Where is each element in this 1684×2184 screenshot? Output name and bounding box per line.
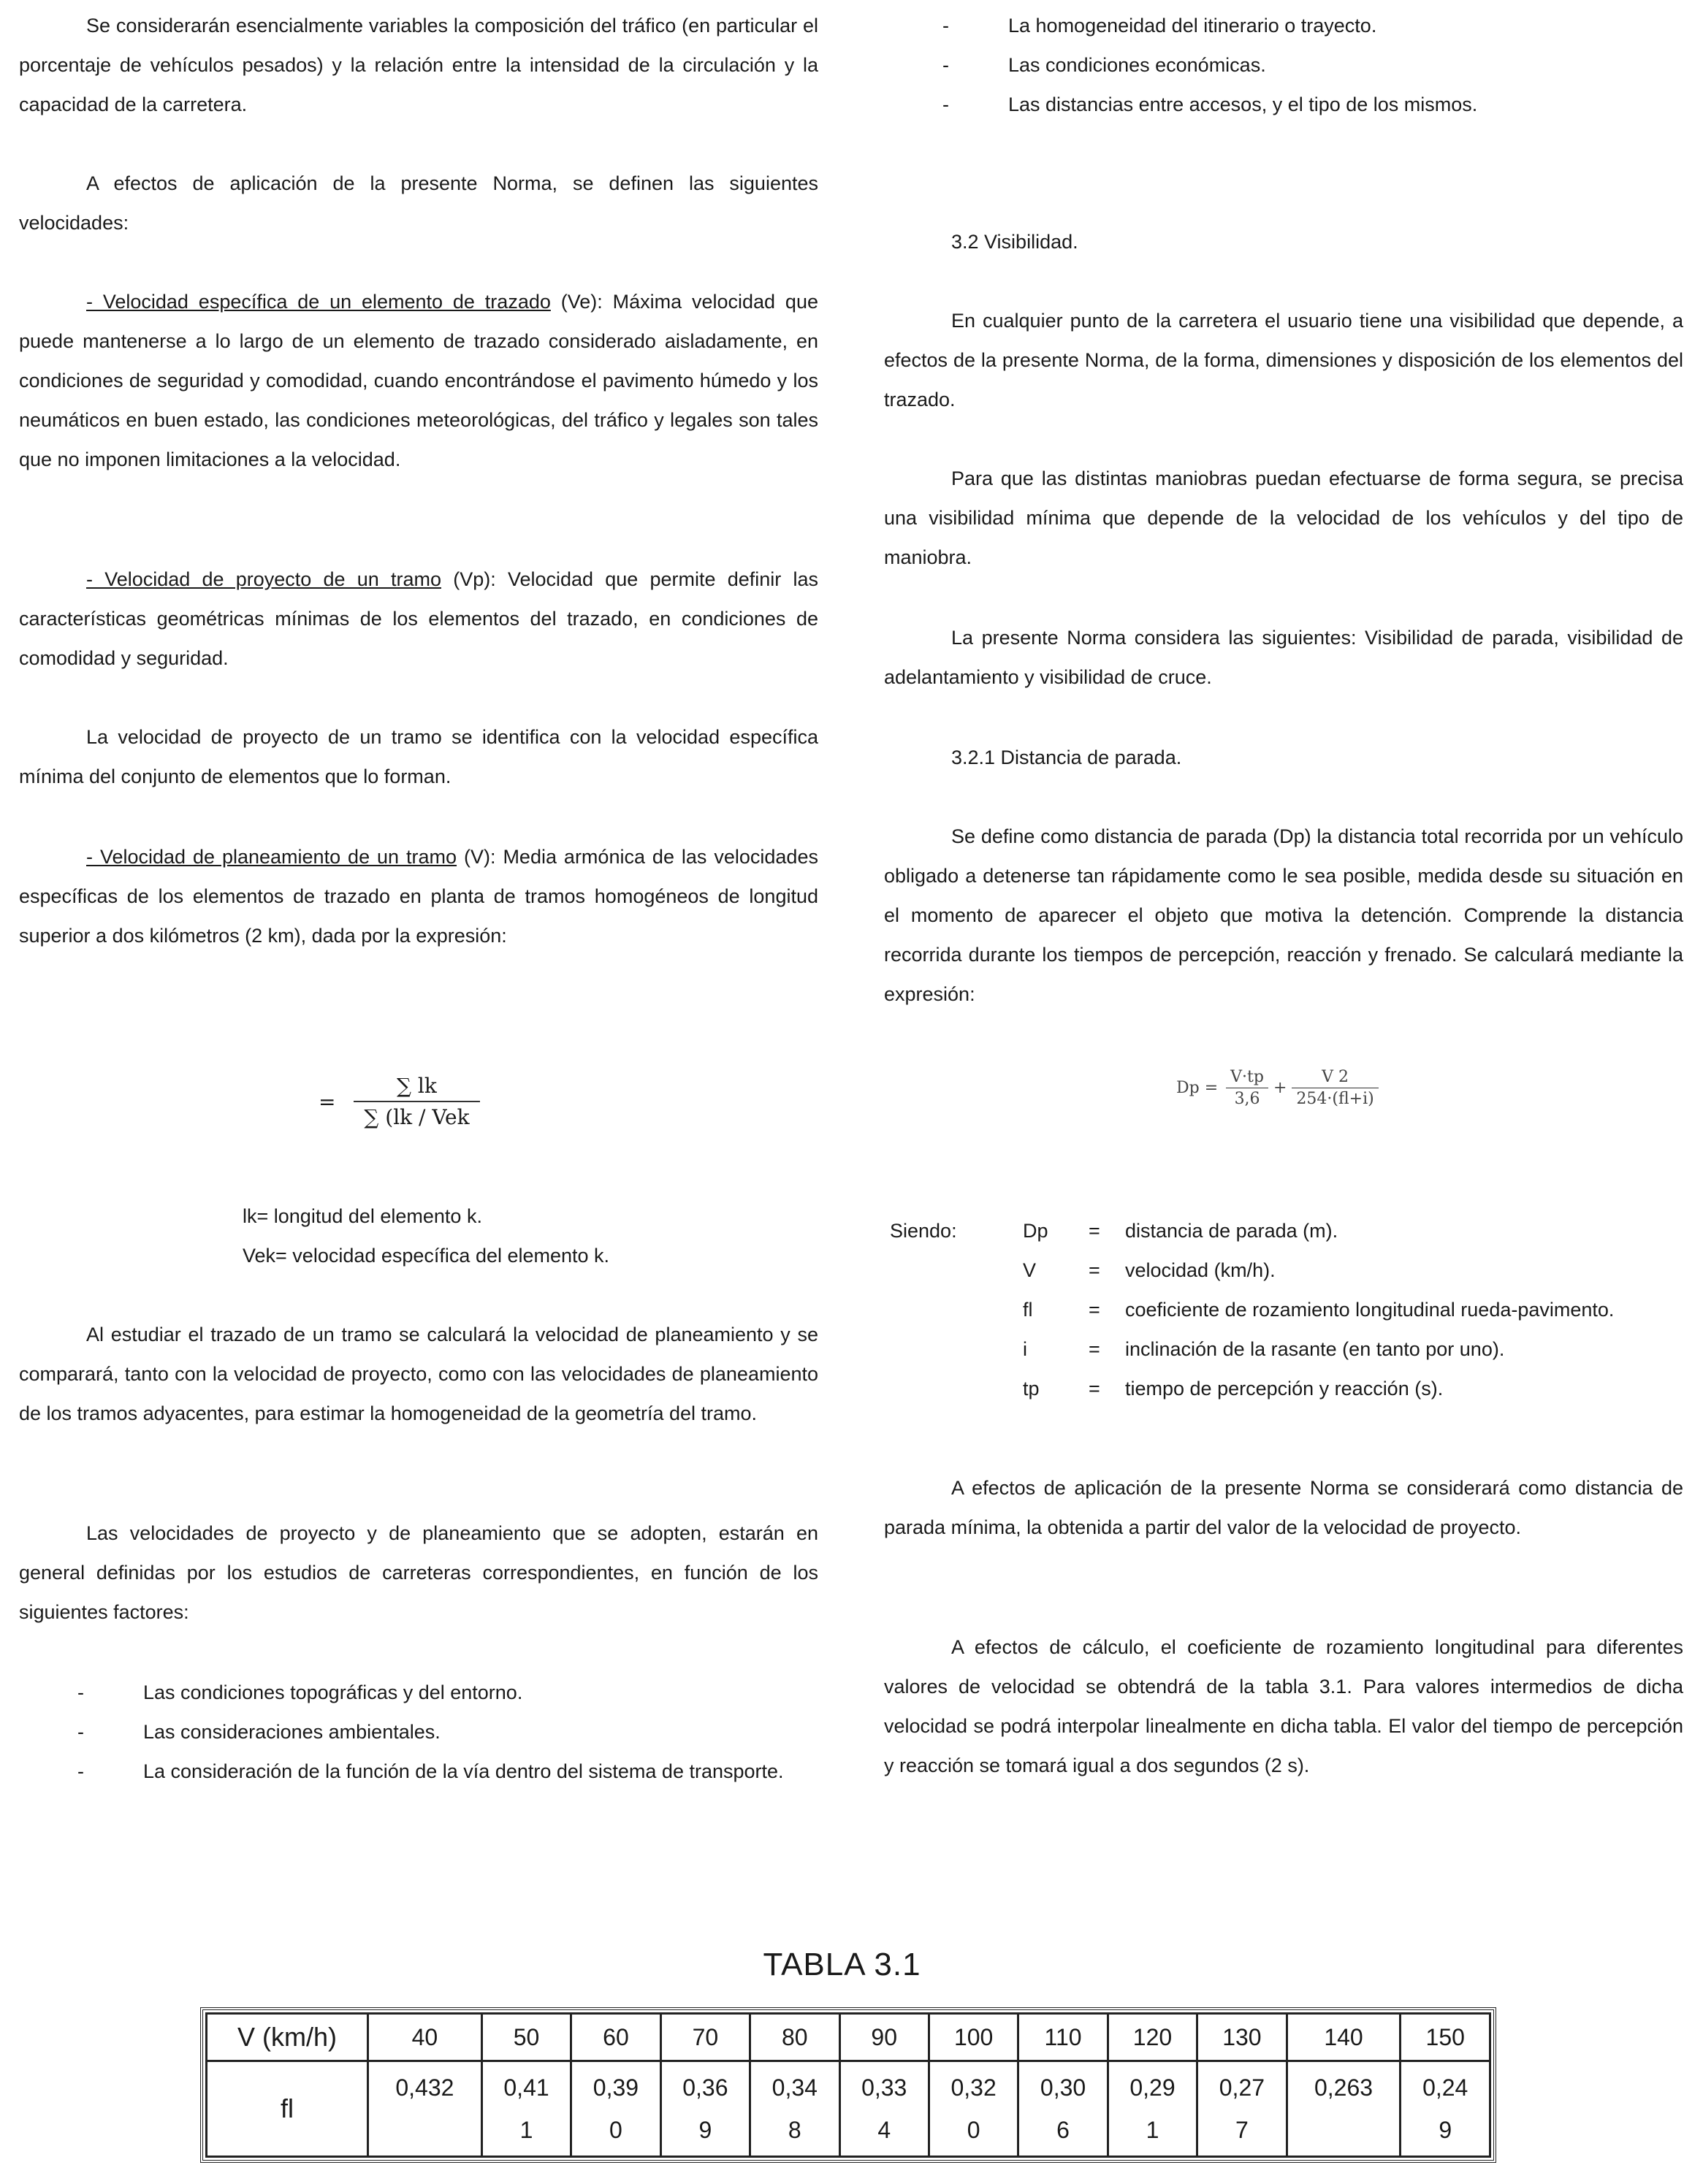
speed-cell: 120 bbox=[1108, 2014, 1197, 2061]
list-item: - Las consideraciones ambientales. bbox=[19, 1712, 818, 1752]
coef-part: 7 bbox=[1235, 2117, 1249, 2143]
speed-cell: 110 bbox=[1018, 2014, 1108, 2061]
symbol: (Ve): bbox=[560, 291, 603, 313]
definition-row bbox=[1023, 1329, 1684, 1369]
speed-cell: 70 bbox=[660, 2014, 750, 2061]
definition-planning-speed bbox=[19, 837, 818, 955]
row-header-coefficient: fl bbox=[207, 2061, 368, 2157]
coefficient-cell bbox=[1197, 2061, 1287, 2157]
def-equals: = bbox=[1089, 1220, 1100, 1242]
coef-part: 0 bbox=[967, 2117, 980, 2143]
coefficient-cell bbox=[750, 2061, 839, 2157]
formula-denominator-1: 3,6 bbox=[1234, 1090, 1260, 1108]
section-heading-3-2: 3.2 Visibilidad. bbox=[951, 231, 1078, 253]
coef-part: 8 bbox=[788, 2117, 801, 2143]
def-text: tiempo de percepción y reacción (s). bbox=[1125, 1378, 1444, 1400]
paragraph: Para que las distintas maniobras puedan efectuarse de forma segura, se precisa una visibilidad mínima que depende de la velocidad de los vehículos y del tipo de maniobra. bbox=[884, 467, 1683, 568]
coefficient-cell bbox=[1287, 2061, 1401, 2157]
speed-cell: 140 bbox=[1287, 2014, 1401, 2061]
table-row-speed bbox=[207, 2014, 1490, 2061]
speed-cell: 150 bbox=[1401, 2014, 1490, 2061]
coefficient-cell bbox=[368, 2061, 482, 2157]
lk-definition: lk= longitud del elemento k. bbox=[243, 1205, 482, 1227]
formula-denominator: ∑ (lk / Vek bbox=[364, 1105, 470, 1129]
def-symbol: V bbox=[1023, 1259, 1037, 1281]
definition-text: Velocidad que permite definir las características geométricas mínimas de los elementos del trazado, en condiciones de comodidad y seguridad. bbox=[19, 568, 818, 669]
formula-numerator-2: V 2 bbox=[1292, 1068, 1378, 1088]
paragraph: Las velocidades de proyecto y de planeamiento que se adopten, estarán en general definidas por los estudios de carreteras correspondientes, en función de los siguientes factores: bbox=[19, 1522, 818, 1623]
paragraph: A efectos de aplicación de la presente Norma se considerará como distancia de parada mínima, la obtenida a partir del valor de la velocidad de proyecto. bbox=[884, 1477, 1683, 1538]
definition-project-speed bbox=[19, 560, 818, 678]
def-symbol: tp bbox=[1023, 1378, 1040, 1400]
paragraph: Se define como distancia de parada (Dp) la distancia total recorrida por un vehículo obligado a detenerse tan rápidamente como le sea posible, medida desde su situación en el momento de aparecer el objeto que motiva la detención. Comprende la distancia recorrida durante los tiempos de percepción, reacción y frenado. Se calculará mediante la expresión: bbox=[884, 825, 1683, 1005]
formula-numerator: ∑ lk bbox=[354, 1074, 479, 1102]
def-text: inclinación de la rasante (en tanto por uno). bbox=[1125, 1338, 1505, 1360]
def-text: velocidad (km/h). bbox=[1125, 1259, 1276, 1281]
coef-part bbox=[369, 2109, 481, 2151]
speed-cell: 50 bbox=[481, 2014, 571, 2061]
speed-cell: 90 bbox=[839, 2014, 929, 2061]
coef-part: 0,32 bbox=[950, 2074, 997, 2101]
coef-part: 9 bbox=[1439, 2117, 1452, 2143]
coefficient-cell bbox=[1401, 2061, 1490, 2157]
term: - Velocidad de planeamiento de un tramo bbox=[86, 846, 457, 868]
def-symbol: fl bbox=[1023, 1299, 1033, 1321]
speed-cell: 100 bbox=[929, 2014, 1018, 2061]
coefficient-cell bbox=[839, 2061, 929, 2157]
def-symbol: i bbox=[1023, 1338, 1027, 1360]
paragraph: Al estudiar el trazado de un tramo se calculará la velocidad de planeamiento y se comparará, tanto con la velocidad de proyecto, como con las velocidades de planeamiento de los tramos adyacentes, para estimar la homogeneidad de la geometría del tramo. bbox=[19, 1324, 818, 1424]
coef-part: 0,27 bbox=[1219, 2074, 1265, 2101]
coef-part: 0,36 bbox=[682, 2074, 728, 2101]
coef-part: 0,263 bbox=[1314, 2074, 1374, 2101]
paragraph: A efectos de aplicación de la presente Norma, se definen las siguientes velocidades: bbox=[19, 172, 818, 234]
coefficient-cell bbox=[571, 2061, 660, 2157]
friction-table bbox=[200, 2007, 1496, 2163]
coef-part: 0,432 bbox=[395, 2074, 454, 2101]
vek-definition: Vek= velocidad específica del elemento k. bbox=[243, 1245, 610, 1267]
coef-part: 0,33 bbox=[861, 2074, 907, 2101]
coefficient-cell bbox=[929, 2061, 1018, 2157]
coefficient-cell bbox=[1018, 2061, 1108, 2157]
definition-row bbox=[1023, 1211, 1684, 1251]
def-equals: = bbox=[1089, 1338, 1100, 1360]
coef-part: 1 bbox=[519, 2117, 533, 2143]
paragraph: La velocidad de proyecto de un tramo se identifica con la velocidad específica mínima del conjunto de elementos que lo forman. bbox=[19, 726, 818, 787]
formula-lhs: Dp = bbox=[1176, 1079, 1219, 1097]
speed-cell: 130 bbox=[1197, 2014, 1287, 2061]
coef-part: 0,39 bbox=[593, 2074, 639, 2101]
symbol: (V): bbox=[463, 846, 496, 868]
coefficient-cell bbox=[660, 2061, 750, 2157]
paragraph: La presente Norma considera las siguientes: Visibilidad de parada, visibilidad de adelantamiento y visibilidad de cruce. bbox=[884, 627, 1683, 688]
formula-legend bbox=[243, 1196, 609, 1275]
definition-specific-speed bbox=[19, 282, 818, 479]
paragraph: Se considerarán esencialmente variables la composición del tráfico (en particular el porcentaje de vehículos pesados) y la relación entre la intensidad de la circulación y la capacidad de la carretera. bbox=[19, 15, 818, 115]
list-item: - Las condiciones económicas. bbox=[884, 45, 1683, 85]
definition-text: Máxima velocidad que puede mantenerse a lo largo de un elemento de trazado considerado aisladamente, en condiciones de seguridad y comodidad, cuando encontrándose el pavimento húmedo y los neumáticos en buen estado, las condiciones meteorológicas, del tráfico y legales son tales que no imponen limitaciones a la velocidad. bbox=[19, 291, 818, 470]
formula-numerator-1: V·tp bbox=[1226, 1068, 1268, 1088]
speed-cell: 40 bbox=[368, 2014, 482, 2061]
term: - Velocidad específica de un elemento de trazado bbox=[86, 291, 551, 313]
coef-part: 0,34 bbox=[771, 2074, 818, 2101]
def-equals: = bbox=[1089, 1378, 1100, 1400]
paragraph: En cualquier punto de la carretera el usuario tiene una visibilidad que depende, a efectos de la presente Norma, de la forma, dimensiones y disposición de los elementos del trazado. bbox=[884, 310, 1683, 411]
symbol: (Vp): bbox=[453, 568, 496, 590]
definition-row bbox=[1023, 1290, 1684, 1329]
stopping-distance-formula: Dp = $\frac{V\cdot tp}{3,6}$ + $\frac{V 2}{254\cdot(fl+i)}$ bbox=[1176, 1068, 1379, 1108]
siendo-label: Siendo: bbox=[890, 1220, 957, 1242]
coef-part: 9 bbox=[698, 2117, 712, 2143]
table-row-coefficient bbox=[207, 2061, 1490, 2157]
list-item: - Las distancias entre accesos, y el tipo de los mismos. bbox=[884, 85, 1683, 124]
definition-text: Media armónica de las velocidades específicas de los elementos de trazado en planta de tramos homogéneos de longitud superior a dos kilómetros (2 km), dada por la expresión: bbox=[19, 846, 818, 947]
coef-part bbox=[1288, 2109, 1400, 2151]
def-symbol: Dp bbox=[1023, 1220, 1048, 1242]
coef-part: 0,29 bbox=[1129, 2074, 1176, 2101]
coef-part: 0 bbox=[609, 2117, 622, 2143]
row-header-speed: V (km/h) bbox=[207, 2014, 368, 2061]
formula-denominator-2: 254·(fl+i) bbox=[1296, 1090, 1374, 1108]
def-equals: = bbox=[1089, 1259, 1100, 1281]
def-text: distancia de parada (m). bbox=[1125, 1220, 1338, 1242]
table-title: TABLA 3.1 bbox=[763, 1947, 921, 1982]
coefficient-cell bbox=[1108, 2061, 1197, 2157]
list-item: - La consideración de la función de la vía dentro del sistema de transporte. bbox=[19, 1752, 818, 1791]
list-item: - La homogeneidad del itinerario o trayecto. bbox=[884, 6, 1683, 45]
list-item: - Las condiciones topográficas y del entorno. bbox=[19, 1673, 818, 1712]
harmonic-mean-formula: = $\frac{\sum lk}{\text{∑ (lk / Vek}}$ bbox=[319, 1074, 480, 1129]
coef-part: 4 bbox=[877, 2117, 891, 2143]
speed-cell: 80 bbox=[750, 2014, 839, 2061]
coef-part: 0,41 bbox=[503, 2074, 549, 2101]
coef-part: 0,30 bbox=[1040, 2074, 1086, 2101]
term: - Velocidad de proyecto de un tramo bbox=[86, 568, 441, 590]
paragraph: A efectos de cálculo, el coeficiente de rozamiento longitudinal para diferentes valores de velocidad se obtendrá de la tabla 3.1. Para valores intermedios de dicha velocidad se podrá interpolar linealmente en dicha tabla. El valor del tiempo de percepción y reacción se tomará igual a dos segundos (2 s). bbox=[884, 1636, 1683, 1776]
variable-definitions bbox=[1023, 1211, 1684, 1408]
definition-row bbox=[1023, 1369, 1684, 1408]
coef-part: 6 bbox=[1056, 2117, 1070, 2143]
coefficient-cell bbox=[481, 2061, 571, 2157]
coef-part: 1 bbox=[1146, 2117, 1159, 2143]
section-heading-3-2-1: 3.2.1 Distancia de parada. bbox=[951, 747, 1182, 768]
speed-cell: 60 bbox=[571, 2014, 660, 2061]
factor-list bbox=[19, 1673, 818, 1791]
def-text: coeficiente de rozamiento longitudinal rueda-pavimento. bbox=[1125, 1299, 1615, 1321]
friction-table-grid bbox=[205, 2012, 1491, 2158]
factor-list-continued bbox=[884, 6, 1683, 124]
coef-part: 0,24 bbox=[1422, 2074, 1468, 2101]
definition-row bbox=[1023, 1251, 1684, 1290]
def-equals: = bbox=[1089, 1299, 1100, 1321]
